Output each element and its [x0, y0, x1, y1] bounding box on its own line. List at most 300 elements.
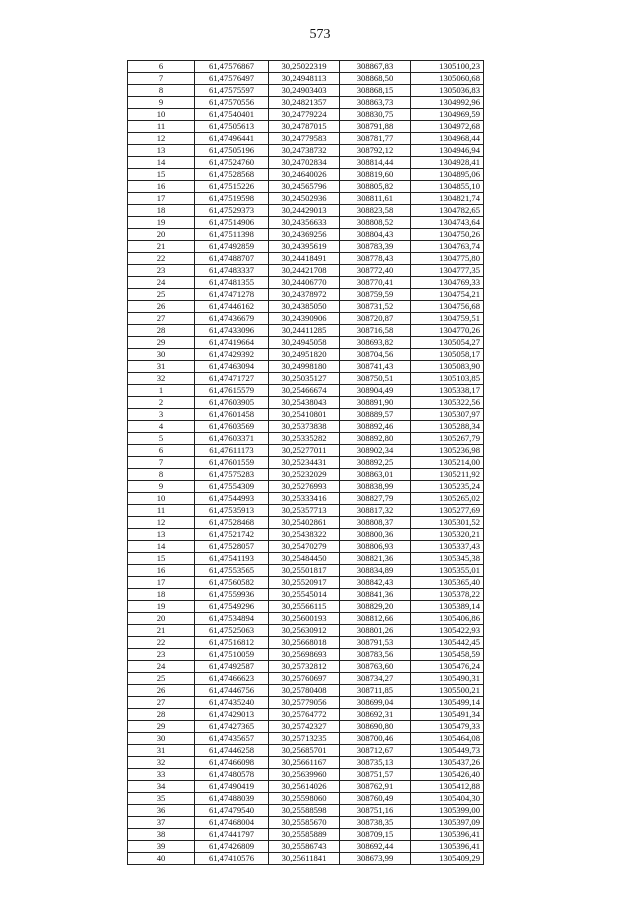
y-coordinate-cell: 1304750,26 — [411, 229, 484, 241]
y-coordinate-cell: 1305396,41 — [411, 841, 484, 853]
longitude-cell: 30,25685701 — [269, 745, 340, 757]
longitude-cell: 30,25668018 — [269, 637, 340, 649]
longitude-cell: 30,25022319 — [269, 61, 340, 73]
point-number-cell: 3 — [128, 409, 195, 421]
y-coordinate-cell: 1305422,93 — [411, 625, 484, 637]
x-coordinate-cell: 308904,49 — [340, 385, 411, 397]
table-row — [128, 61, 484, 73]
x-coordinate-cell: 308716,58 — [340, 325, 411, 337]
latitude-cell: 61,47554309 — [195, 481, 269, 493]
point-number-cell: 23 — [128, 649, 195, 661]
point-number-cell: 26 — [128, 685, 195, 697]
table-row — [128, 757, 484, 769]
x-coordinate-cell: 308783,39 — [340, 241, 411, 253]
latitude-cell: 61,47496441 — [195, 133, 269, 145]
longitude-cell: 30,25277011 — [269, 445, 340, 457]
x-coordinate-cell: 308827,79 — [340, 493, 411, 505]
x-coordinate-cell: 308829,20 — [340, 601, 411, 613]
x-coordinate-cell: 308791,88 — [340, 121, 411, 133]
longitude-cell: 30,24951820 — [269, 349, 340, 361]
latitude-cell: 61,47540401 — [195, 109, 269, 121]
point-number-cell: 8 — [128, 85, 195, 97]
table-row — [128, 793, 484, 805]
y-coordinate-cell: 1305426,40 — [411, 769, 484, 781]
point-number-cell: 29 — [128, 337, 195, 349]
longitude-cell: 30,25566115 — [269, 601, 340, 613]
point-number-cell: 2 — [128, 397, 195, 409]
y-coordinate-cell: 1305307,97 — [411, 409, 484, 421]
longitude-cell: 30,24903403 — [269, 85, 340, 97]
y-coordinate-cell: 1305337,43 — [411, 541, 484, 553]
table-row — [128, 397, 484, 409]
latitude-cell: 61,47615579 — [195, 385, 269, 397]
latitude-cell: 61,47529373 — [195, 205, 269, 217]
longitude-cell: 30,25232029 — [269, 469, 340, 481]
latitude-cell: 61,47515226 — [195, 181, 269, 193]
table-row — [128, 97, 484, 109]
x-coordinate-cell: 308814,44 — [340, 157, 411, 169]
point-number-cell: 27 — [128, 313, 195, 325]
longitude-cell: 30,24378972 — [269, 289, 340, 301]
y-coordinate-cell: 1305449,73 — [411, 745, 484, 757]
y-coordinate-cell: 1305389,14 — [411, 601, 484, 613]
table-row — [128, 721, 484, 733]
table-row — [128, 229, 484, 241]
longitude-cell: 30,25545014 — [269, 589, 340, 601]
x-coordinate-cell: 308712,67 — [340, 745, 411, 757]
y-coordinate-cell: 1305345,38 — [411, 553, 484, 565]
table-row — [128, 805, 484, 817]
latitude-cell: 61,47535913 — [195, 505, 269, 517]
y-coordinate-cell: 1305378,22 — [411, 589, 484, 601]
longitude-cell: 30,25779056 — [269, 697, 340, 709]
y-coordinate-cell: 1304756,68 — [411, 301, 484, 313]
latitude-cell: 61,47433096 — [195, 325, 269, 337]
y-coordinate-cell: 1305397,09 — [411, 817, 484, 829]
table-row — [128, 673, 484, 685]
point-number-cell: 14 — [128, 157, 195, 169]
point-number-cell: 13 — [128, 529, 195, 541]
longitude-cell: 30,25035127 — [269, 373, 340, 385]
y-coordinate-cell: 1304759,51 — [411, 313, 484, 325]
y-coordinate-cell: 1305054,27 — [411, 337, 484, 349]
x-coordinate-cell: 308738,35 — [340, 817, 411, 829]
longitude-cell: 30,25234431 — [269, 457, 340, 469]
x-coordinate-cell: 308817,32 — [340, 505, 411, 517]
longitude-cell: 30,25520917 — [269, 577, 340, 589]
y-coordinate-cell: 1305288,34 — [411, 421, 484, 433]
table-row — [128, 361, 484, 373]
y-coordinate-cell: 1305322,56 — [411, 397, 484, 409]
latitude-cell: 61,47525063 — [195, 625, 269, 637]
x-coordinate-cell: 308823,58 — [340, 205, 411, 217]
point-number-cell: 30 — [128, 349, 195, 361]
x-coordinate-cell: 308781,77 — [340, 133, 411, 145]
x-coordinate-cell: 308902,34 — [340, 445, 411, 457]
x-coordinate-cell: 308700,46 — [340, 733, 411, 745]
table-row — [128, 517, 484, 529]
table-row — [128, 301, 484, 313]
table-row — [128, 205, 484, 217]
y-coordinate-cell: 1305491,34 — [411, 709, 484, 721]
latitude-cell: 61,47603371 — [195, 433, 269, 445]
x-coordinate-cell: 308868,50 — [340, 73, 411, 85]
longitude-cell: 30,25698693 — [269, 649, 340, 661]
x-coordinate-cell: 308892,46 — [340, 421, 411, 433]
table-row — [128, 193, 484, 205]
y-coordinate-cell: 1304754,21 — [411, 289, 484, 301]
x-coordinate-cell: 308834,89 — [340, 565, 411, 577]
longitude-cell: 30,25276993 — [269, 481, 340, 493]
latitude-cell: 61,47528057 — [195, 541, 269, 553]
table-row — [128, 265, 484, 277]
longitude-cell: 30,24779224 — [269, 109, 340, 121]
y-coordinate-cell: 1305399,00 — [411, 805, 484, 817]
latitude-cell: 61,47560582 — [195, 577, 269, 589]
latitude-cell: 61,47488707 — [195, 253, 269, 265]
point-number-cell: 34 — [128, 781, 195, 793]
x-coordinate-cell: 308690,80 — [340, 721, 411, 733]
point-number-cell: 40 — [128, 853, 195, 865]
y-coordinate-cell: 1304763,74 — [411, 241, 484, 253]
x-coordinate-cell: 308772,40 — [340, 265, 411, 277]
longitude-cell: 30,25713235 — [269, 733, 340, 745]
longitude-cell: 30,25438043 — [269, 397, 340, 409]
y-coordinate-cell: 1304855,10 — [411, 181, 484, 193]
point-number-cell: 25 — [128, 673, 195, 685]
coordinates-table — [127, 60, 484, 865]
longitude-cell: 30,24421708 — [269, 265, 340, 277]
latitude-cell: 61,47575283 — [195, 469, 269, 481]
longitude-cell: 30,25732812 — [269, 661, 340, 673]
table-row — [128, 697, 484, 709]
longitude-cell: 30,24565796 — [269, 181, 340, 193]
table-row — [128, 541, 484, 553]
point-number-cell: 25 — [128, 289, 195, 301]
point-number-cell: 16 — [128, 181, 195, 193]
point-number-cell: 12 — [128, 517, 195, 529]
latitude-cell: 61,47436679 — [195, 313, 269, 325]
longitude-cell: 30,25600193 — [269, 613, 340, 625]
x-coordinate-cell: 308889,57 — [340, 409, 411, 421]
point-number-cell: 30 — [128, 733, 195, 745]
point-number-cell: 26 — [128, 301, 195, 313]
longitude-cell: 30,24738732 — [269, 145, 340, 157]
table-row — [128, 457, 484, 469]
longitude-cell: 30,25410801 — [269, 409, 340, 421]
table-row — [128, 445, 484, 457]
latitude-cell: 61,47480578 — [195, 769, 269, 781]
point-number-cell: 9 — [128, 97, 195, 109]
y-coordinate-cell: 1304743,64 — [411, 217, 484, 229]
y-coordinate-cell: 1304770,26 — [411, 325, 484, 337]
table-row — [128, 157, 484, 169]
latitude-cell: 61,47466098 — [195, 757, 269, 769]
point-number-cell: 6 — [128, 445, 195, 457]
point-number-cell: 11 — [128, 505, 195, 517]
latitude-cell: 61,47544993 — [195, 493, 269, 505]
y-coordinate-cell: 1305437,26 — [411, 757, 484, 769]
point-number-cell: 33 — [128, 769, 195, 781]
point-number-cell: 22 — [128, 637, 195, 649]
x-coordinate-cell: 308806,93 — [340, 541, 411, 553]
y-coordinate-cell: 1304972,68 — [411, 121, 484, 133]
point-number-cell: 22 — [128, 253, 195, 265]
y-coordinate-cell: 1305442,45 — [411, 637, 484, 649]
table-row — [128, 769, 484, 781]
y-coordinate-cell: 1305338,17 — [411, 385, 484, 397]
longitude-cell: 30,25639960 — [269, 769, 340, 781]
table-row — [128, 421, 484, 433]
longitude-cell: 30,24998180 — [269, 361, 340, 373]
x-coordinate-cell: 308868,15 — [340, 85, 411, 97]
latitude-cell: 61,47511398 — [195, 229, 269, 241]
point-number-cell: 7 — [128, 73, 195, 85]
point-number-cell: 38 — [128, 829, 195, 841]
y-coordinate-cell: 1305083,90 — [411, 361, 484, 373]
x-coordinate-cell: 308811,61 — [340, 193, 411, 205]
table-row — [128, 505, 484, 517]
point-number-cell: 32 — [128, 373, 195, 385]
x-coordinate-cell: 308842,43 — [340, 577, 411, 589]
table-row — [128, 481, 484, 493]
table-row — [128, 349, 484, 361]
point-number-cell: 28 — [128, 709, 195, 721]
y-coordinate-cell: 1305100,23 — [411, 61, 484, 73]
latitude-cell: 61,47468004 — [195, 817, 269, 829]
point-number-cell: 24 — [128, 277, 195, 289]
x-coordinate-cell: 308673,99 — [340, 853, 411, 865]
y-coordinate-cell: 1305365,40 — [411, 577, 484, 589]
latitude-cell: 61,47524760 — [195, 157, 269, 169]
latitude-cell: 61,47519598 — [195, 193, 269, 205]
x-coordinate-cell: 308760,49 — [340, 793, 411, 805]
coordinates-table-body — [128, 61, 484, 865]
y-coordinate-cell: 1305476,24 — [411, 661, 484, 673]
x-coordinate-cell: 308892,25 — [340, 457, 411, 469]
latitude-cell: 61,47575597 — [195, 85, 269, 97]
y-coordinate-cell: 1304782,65 — [411, 205, 484, 217]
point-number-cell: 5 — [128, 433, 195, 445]
x-coordinate-cell: 308750,51 — [340, 373, 411, 385]
point-number-cell: 21 — [128, 241, 195, 253]
point-number-cell: 15 — [128, 553, 195, 565]
table-row — [128, 73, 484, 85]
point-number-cell: 10 — [128, 493, 195, 505]
x-coordinate-cell: 308693,82 — [340, 337, 411, 349]
table-row — [128, 661, 484, 673]
latitude-cell: 61,47505196 — [195, 145, 269, 157]
longitude-cell: 30,25585889 — [269, 829, 340, 841]
latitude-cell: 61,47528568 — [195, 169, 269, 181]
point-number-cell: 21 — [128, 625, 195, 637]
longitude-cell: 30,24385050 — [269, 301, 340, 313]
longitude-cell: 30,25438322 — [269, 529, 340, 541]
latitude-cell: 61,47410576 — [195, 853, 269, 865]
table-row — [128, 433, 484, 445]
table-row — [128, 529, 484, 541]
point-number-cell: 20 — [128, 613, 195, 625]
y-coordinate-cell: 1304775,80 — [411, 253, 484, 265]
x-coordinate-cell: 308751,57 — [340, 769, 411, 781]
latitude-cell: 61,47466623 — [195, 673, 269, 685]
y-coordinate-cell: 1305277,69 — [411, 505, 484, 517]
longitude-cell: 30,24787015 — [269, 121, 340, 133]
y-coordinate-cell: 1304946,94 — [411, 145, 484, 157]
table-row — [128, 625, 484, 637]
table-row — [128, 289, 484, 301]
x-coordinate-cell: 308734,27 — [340, 673, 411, 685]
table-row — [128, 553, 484, 565]
longitude-cell: 30,25760697 — [269, 673, 340, 685]
table-row — [128, 469, 484, 481]
longitude-cell: 30,24418491 — [269, 253, 340, 265]
latitude-cell: 61,47611173 — [195, 445, 269, 457]
table-row — [128, 241, 484, 253]
latitude-cell: 61,47429013 — [195, 709, 269, 721]
y-coordinate-cell: 1305103,85 — [411, 373, 484, 385]
x-coordinate-cell: 308751,16 — [340, 805, 411, 817]
table-row — [128, 493, 484, 505]
latitude-cell: 61,47521742 — [195, 529, 269, 541]
table-row — [128, 649, 484, 661]
x-coordinate-cell: 308741,43 — [340, 361, 411, 373]
longitude-cell: 30,25501817 — [269, 565, 340, 577]
longitude-cell: 30,25780408 — [269, 685, 340, 697]
x-coordinate-cell: 308763,60 — [340, 661, 411, 673]
latitude-cell: 61,47463094 — [195, 361, 269, 373]
point-number-cell: 20 — [128, 229, 195, 241]
point-number-cell: 17 — [128, 577, 195, 589]
latitude-cell: 61,47429392 — [195, 349, 269, 361]
latitude-cell: 61,47481355 — [195, 277, 269, 289]
x-coordinate-cell: 308770,41 — [340, 277, 411, 289]
point-number-cell: 32 — [128, 757, 195, 769]
latitude-cell: 61,47576867 — [195, 61, 269, 73]
y-coordinate-cell: 1304821,74 — [411, 193, 484, 205]
page-number: 573 — [309, 27, 331, 42]
y-coordinate-cell: 1305301,52 — [411, 517, 484, 529]
table-row — [128, 277, 484, 289]
table-row — [128, 589, 484, 601]
point-number-cell: 13 — [128, 145, 195, 157]
latitude-cell: 61,47553565 — [195, 565, 269, 577]
x-coordinate-cell: 308692,44 — [340, 841, 411, 853]
x-coordinate-cell: 308819,60 — [340, 169, 411, 181]
latitude-cell: 61,47471727 — [195, 373, 269, 385]
point-number-cell: 14 — [128, 541, 195, 553]
longitude-cell: 30,25588598 — [269, 805, 340, 817]
latitude-cell: 61,47471278 — [195, 289, 269, 301]
longitude-cell: 30,25402861 — [269, 517, 340, 529]
y-coordinate-cell: 1305060,68 — [411, 73, 484, 85]
point-number-cell: 15 — [128, 169, 195, 181]
table-row — [128, 145, 484, 157]
point-number-cell: 19 — [128, 601, 195, 613]
x-coordinate-cell: 308891,90 — [340, 397, 411, 409]
x-coordinate-cell: 308867,83 — [340, 61, 411, 73]
y-coordinate-cell: 1305396,41 — [411, 829, 484, 841]
y-coordinate-cell: 1305355,01 — [411, 565, 484, 577]
longitude-cell: 30,25586743 — [269, 841, 340, 853]
y-coordinate-cell: 1305406,86 — [411, 613, 484, 625]
x-coordinate-cell: 308699,04 — [340, 697, 411, 709]
latitude-cell: 61,47441797 — [195, 829, 269, 841]
latitude-cell: 61,47446756 — [195, 685, 269, 697]
longitude-cell: 30,24945058 — [269, 337, 340, 349]
latitude-cell: 61,47534894 — [195, 613, 269, 625]
point-number-cell: 31 — [128, 361, 195, 373]
point-number-cell: 12 — [128, 133, 195, 145]
table-row — [128, 781, 484, 793]
longitude-cell: 30,24821357 — [269, 97, 340, 109]
latitude-cell: 61,47427365 — [195, 721, 269, 733]
table-row — [128, 85, 484, 97]
point-number-cell: 29 — [128, 721, 195, 733]
latitude-cell: 61,47510059 — [195, 649, 269, 661]
table-row — [128, 841, 484, 853]
x-coordinate-cell: 308692,31 — [340, 709, 411, 721]
x-coordinate-cell: 308711,85 — [340, 685, 411, 697]
point-number-cell: 39 — [128, 841, 195, 853]
table-row — [128, 565, 484, 577]
longitude-cell: 30,25470279 — [269, 541, 340, 553]
latitude-cell: 61,47603569 — [195, 421, 269, 433]
longitude-cell: 30,25630912 — [269, 625, 340, 637]
latitude-cell: 61,47492587 — [195, 661, 269, 673]
table-row — [128, 745, 484, 757]
y-coordinate-cell: 1305412,88 — [411, 781, 484, 793]
y-coordinate-cell: 1305036,83 — [411, 85, 484, 97]
table-row — [128, 733, 484, 745]
table-row — [128, 817, 484, 829]
point-number-cell: 4 — [128, 421, 195, 433]
y-coordinate-cell: 1305267,79 — [411, 433, 484, 445]
latitude-cell: 61,47419664 — [195, 337, 269, 349]
table-row — [128, 385, 484, 397]
latitude-cell: 61,47435240 — [195, 697, 269, 709]
y-coordinate-cell: 1305500,21 — [411, 685, 484, 697]
point-number-cell: 16 — [128, 565, 195, 577]
longitude-cell: 30,25373838 — [269, 421, 340, 433]
x-coordinate-cell: 308792,12 — [340, 145, 411, 157]
latitude-cell: 61,47601458 — [195, 409, 269, 421]
table-row — [128, 121, 484, 133]
longitude-cell: 30,25598060 — [269, 793, 340, 805]
point-number-cell: 11 — [128, 121, 195, 133]
x-coordinate-cell: 308812,66 — [340, 613, 411, 625]
point-number-cell: 36 — [128, 805, 195, 817]
table-row — [128, 685, 484, 697]
x-coordinate-cell: 308762,91 — [340, 781, 411, 793]
table-row — [128, 133, 484, 145]
y-coordinate-cell: 1305236,98 — [411, 445, 484, 457]
latitude-cell: 61,47446258 — [195, 745, 269, 757]
table-row — [128, 253, 484, 265]
point-number-cell: 18 — [128, 205, 195, 217]
longitude-cell: 30,24411285 — [269, 325, 340, 337]
point-number-cell: 28 — [128, 325, 195, 337]
y-coordinate-cell: 1305265,02 — [411, 493, 484, 505]
table-row — [128, 181, 484, 193]
x-coordinate-cell: 308863,73 — [340, 97, 411, 109]
latitude-cell: 61,47505613 — [195, 121, 269, 133]
longitude-cell: 30,24779583 — [269, 133, 340, 145]
table-row — [128, 325, 484, 337]
x-coordinate-cell: 308720,87 — [340, 313, 411, 325]
latitude-cell: 61,47479540 — [195, 805, 269, 817]
latitude-cell: 61,47490419 — [195, 781, 269, 793]
